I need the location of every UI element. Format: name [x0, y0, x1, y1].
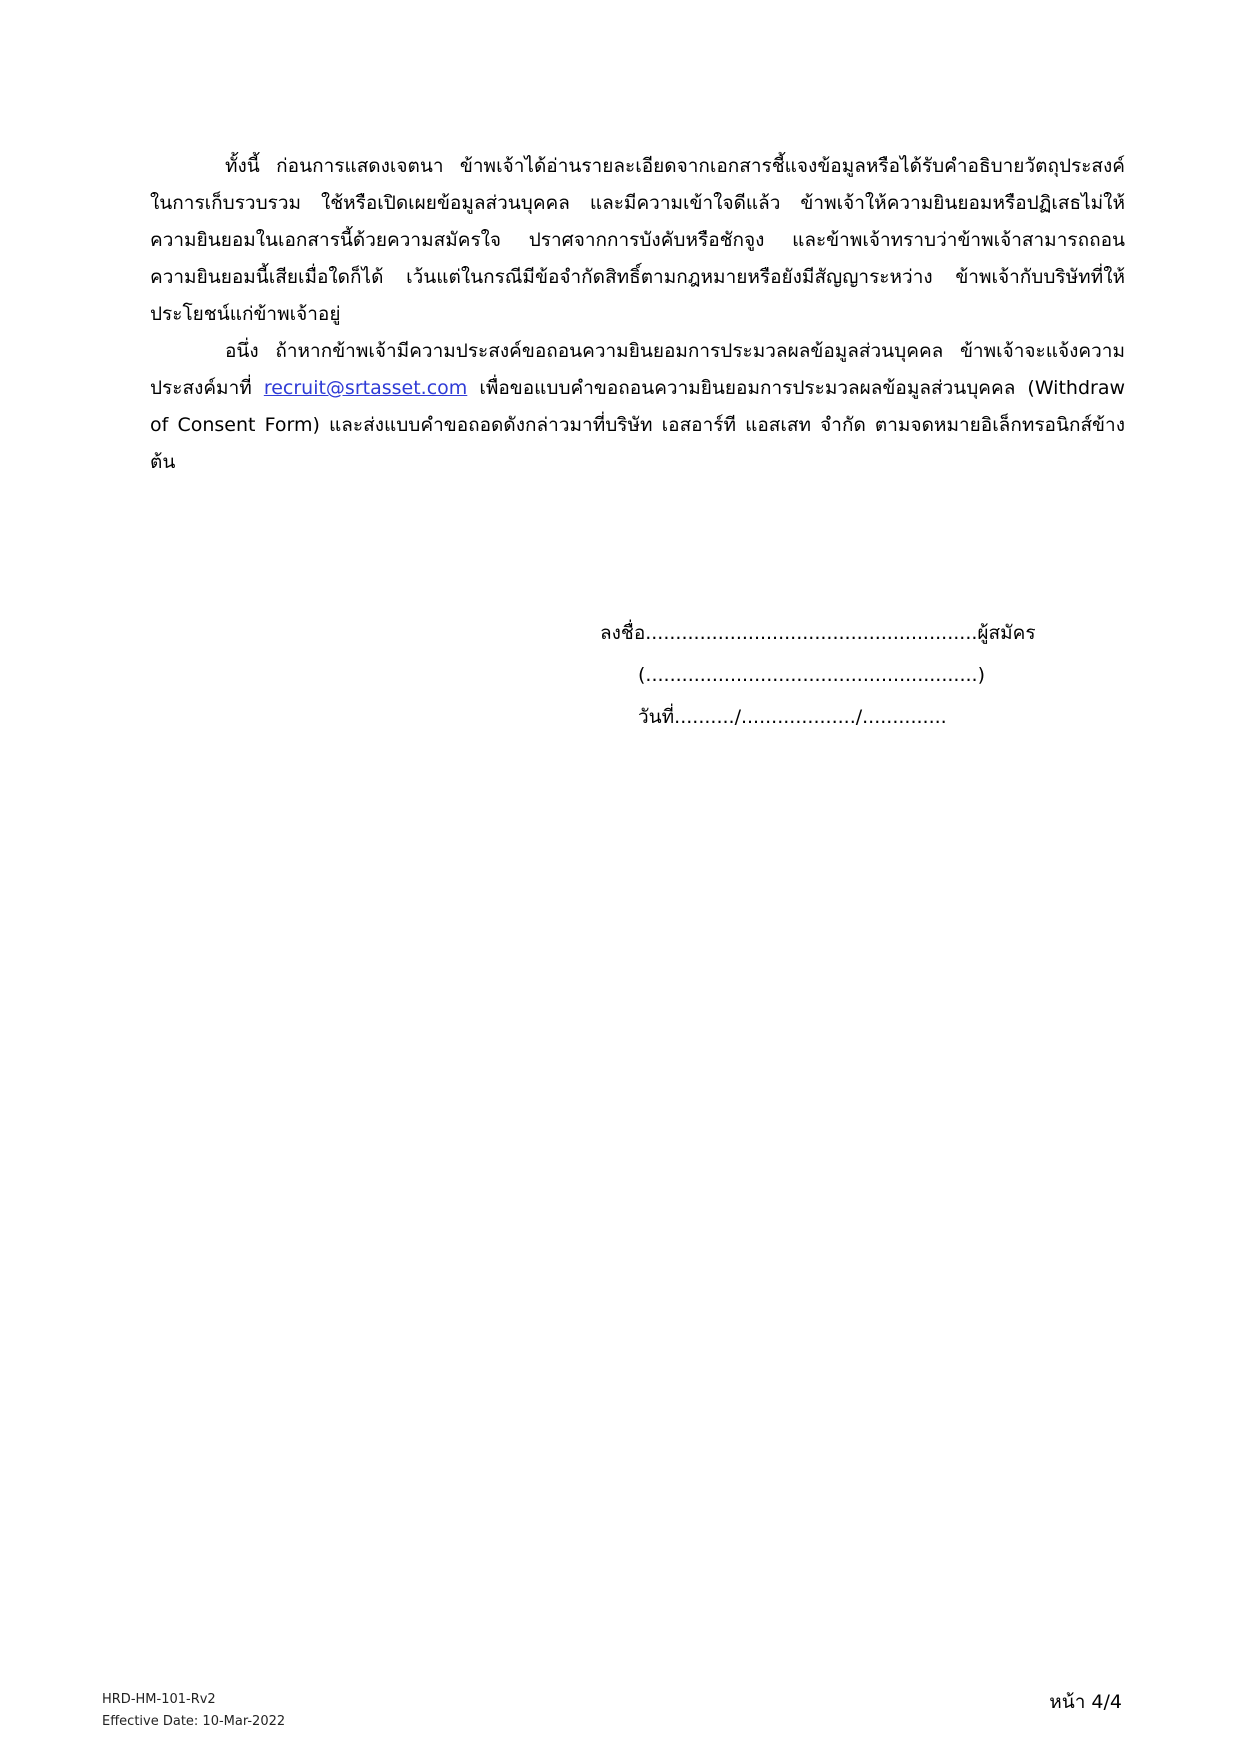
withdraw-text-before-email: อนึ่ง ถ้าหากข้าพเจ้ามีความประสงค์ขอถอนความยินยอมการประมวลผลข้อมูลส่วนบุคคล ข้าพเจ้าจะแจ้งความประสงค์มาที่ [150, 340, 1125, 399]
printed-name-line: (.......................................................) [638, 664, 986, 686]
effective-date: Effective Date: 10-Mar-2022 [102, 1714, 286, 1729]
withdraw-text-after-email: เพื่อขอแบบคำขอถอนความยินยอมการประมวลผลข้อมูลส่วนบุคคล (Withdraw of Consent Form) และส่งแบบคำขอถอดดังกล่าวมาที่บริษัท เอสอาร์ที แอสเสท จำกัด ตามจดหมายอิเล็กทรอนิกส์ข้างต้น [150, 377, 1126, 473]
page-number: หน้า 4/4 [1049, 1691, 1122, 1713]
footer-doc-info [102, 1689, 285, 1733]
signature-block [600, 612, 1036, 738]
doc-code: HRD-HM-101-Rv2 [102, 1692, 216, 1707]
signature-line: ลงชื่อ.......................................................ผู้สมัคร [600, 622, 1036, 644]
date-line: วันที่........../.................../.............. [638, 706, 947, 728]
consent-paragraph-1: ทั้งนี้ ก่อนการแสดงเจตนา ข้าพเจ้าได้อ่านรายละเอียดจากเอกสารชี้แจงข้อมูลหรือได้รับคำอธิบายวัตถุประสงค์ในการเก็บรวบรวม ใช้หรือเปิดเผยข้อมูลส่วนบุคคล และมีความเข้าใจดีแล้ว ข้าพเจ้าให้ความยินยอมหรือปฏิเสธไม่ให้ความยินยอมในเอกสารนี้ด้วยความสมัครใจ ปราศจากการบังคับหรือชักจูง และข้าพเจ้าทราบว่าข้าพเจ้าสามารถถอนความยินยอมนี้เสียเมื่อใดก็ได้ เว้นแต่ในกรณีมีข้อจำกัดสิทธิ์ตามกฎหมายหรือยังมีสัญญาระหว่าง ข้าพเจ้ากับบริษัทที่ให้ประโยชน์แก่ข้าพเจ้าอยู่ [150, 155, 1125, 325]
consent-body [150, 148, 1125, 481]
email-link[interactable]: recruit@srtasset.com [263, 377, 468, 399]
withdraw-paragraph [150, 333, 1125, 481]
